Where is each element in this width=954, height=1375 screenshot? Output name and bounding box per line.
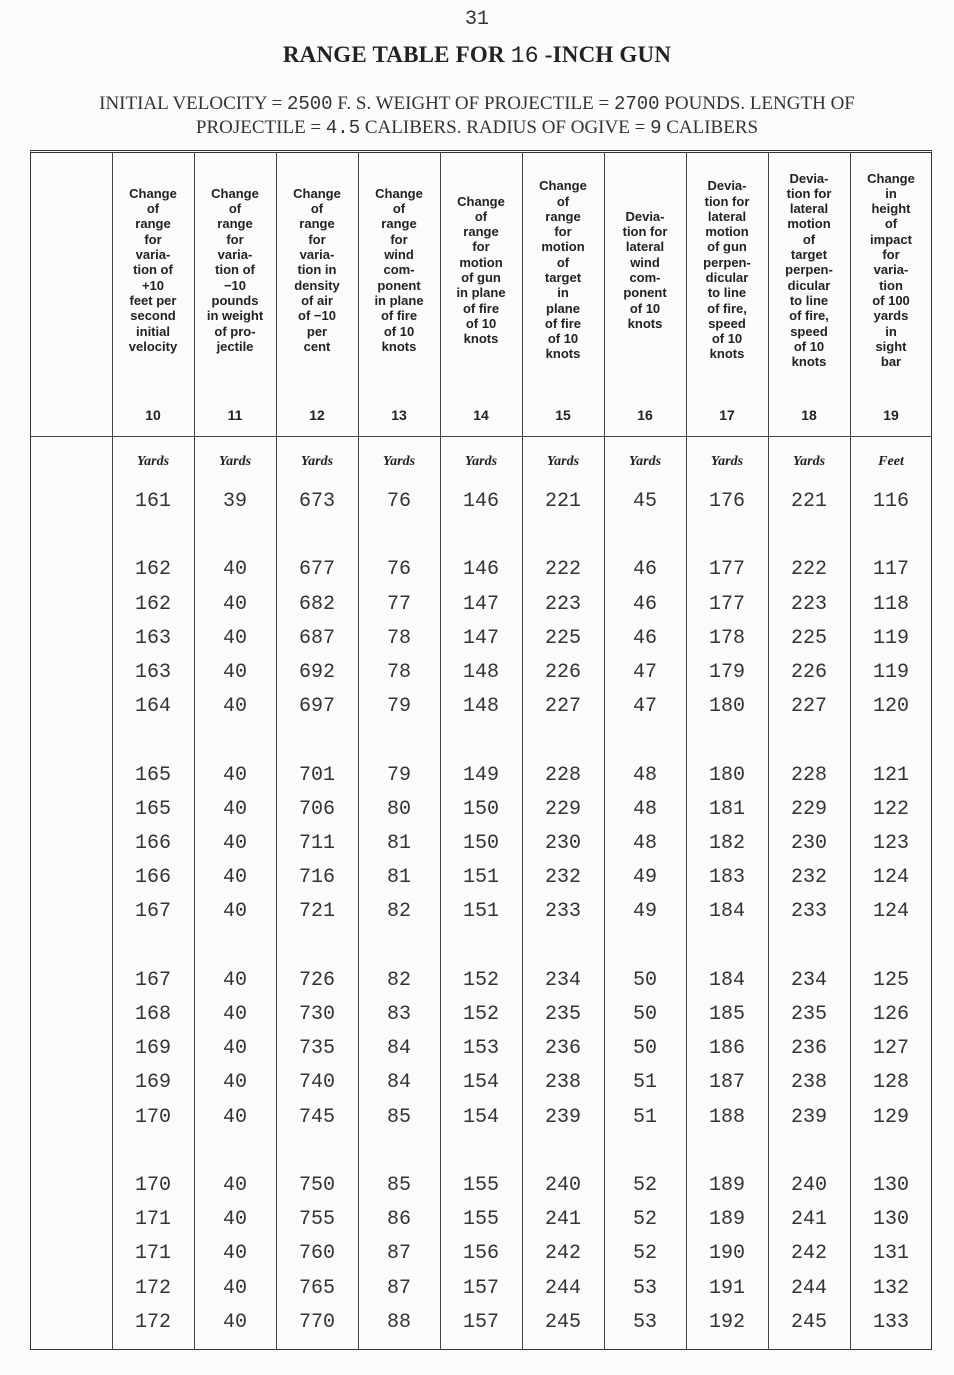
table-cell: 169 [134,1071,171,1095]
table-cell: 245 [790,1310,827,1334]
table-cell: 760 [298,1242,335,1266]
table-cell: 76 [386,558,411,582]
projectile-weight: 2700 [613,93,660,115]
table-cell: 46 [632,558,657,582]
table-cell: 126 [872,1003,909,1026]
table-cell: 87 [386,1242,411,1266]
column-unit: Yards [300,454,334,469]
table-cell: 154 [462,1105,499,1129]
table-cell: 166 [134,832,171,855]
table-cell: 180 [708,763,745,787]
table-cell: 186 [708,1037,745,1061]
table-cell: 81 [386,832,411,855]
subtitle-text: PROJECTILE = [195,117,322,138]
table-cell: 50 [632,1037,657,1061]
column-number: 14 [473,407,489,423]
table-cell: 85 [386,1105,411,1129]
table-cell: 235 [544,1003,581,1026]
column-number: 11 [227,407,243,423]
table-cell: 229 [790,797,827,821]
subtitle-text: INITIAL VELOCITY = [99,93,283,114]
table-cell: 81 [386,866,411,890]
table-cell: 234 [544,968,581,992]
table-cell: 223 [790,592,827,616]
table-cell: 163 [134,661,171,684]
table-cell: 227 [544,695,581,719]
table-cell: 40 [222,900,247,924]
table-cell: 146 [462,490,499,513]
projectile-length: 4.5 [325,117,361,139]
table-cell: 170 [134,1174,171,1197]
column-number: 15 [555,407,571,423]
table-cell: 152 [462,1003,499,1026]
table-cell: 165 [134,763,171,787]
table-cell: 221 [790,490,827,513]
table-cell: 130 [872,1208,909,1232]
table-cell: 40 [222,1310,247,1334]
table-cell: 228 [790,763,827,787]
table-cell: 191 [708,1276,745,1300]
column-header: Change of range for wind com- ponent in plane of fire of 10 knots [374,185,424,354]
table-cell: 82 [386,900,411,924]
table-cell: 228 [544,763,581,787]
table-cell: 226 [544,661,581,684]
table-cell: 730 [298,1003,335,1026]
table-cell: 185 [708,1003,745,1026]
table-cell: 131 [872,1242,909,1266]
column-header: Devia- tion for lateral motion of gun perpen- dicular to line of fire, speed of 10 knots [703,178,751,362]
table-cell: 79 [386,763,411,787]
table-cell: 50 [632,968,657,992]
table-cell: 51 [632,1071,657,1095]
table-cell: 172 [134,1276,171,1300]
table-cell: 222 [790,558,827,582]
table-cell: 171 [134,1208,171,1232]
table-cell: 46 [632,592,657,616]
table-cell: 77 [386,592,411,616]
table-cell: 78 [386,661,411,684]
table-cell: 148 [462,661,499,684]
table-cell: 673 [298,490,335,513]
table-cell: 161 [134,490,171,513]
table-cell: 164 [134,695,171,719]
table-cell: 179 [708,661,745,684]
table-cell: 233 [544,900,581,924]
table-cell: 157 [462,1276,499,1300]
table-cell: 225 [544,626,581,650]
column-number: 10 [145,407,161,423]
table-cell: 48 [632,832,657,855]
table-cell: 87 [386,1276,411,1300]
table-cell: 150 [462,832,499,855]
table-cell: 244 [544,1276,581,1300]
table-cell: 40 [222,763,247,787]
table-cell: 40 [222,1174,247,1197]
table-cell: 225 [790,626,827,650]
table-cell: 171 [134,1242,171,1266]
table-cell: 178 [708,626,745,650]
table-cell: 45 [632,490,657,513]
table-cell: 235 [790,1003,827,1026]
table-cell: 711 [298,832,335,855]
table-cell: 184 [708,900,745,924]
table-cell: 52 [632,1242,657,1266]
column-header: Change of range for varia- tion in density of air of −10 per cent [293,185,341,354]
table-cell: 242 [544,1242,581,1266]
table-cell: 76 [386,490,411,513]
subtitle-text: CALIBERS [666,117,759,138]
column-header: Change of range for motion of gun in plane of fire of 10 knots [456,193,506,347]
table-cell: 40 [222,797,247,821]
table-cell: 46 [632,626,657,650]
table-cell: 238 [790,1071,827,1095]
table-cell: 223 [544,592,581,616]
table-cell: 184 [708,968,745,992]
page-title [0,42,954,69]
table-cell: 130 [872,1174,909,1197]
table-cell: 236 [544,1037,581,1061]
title-caliber: 16 [510,43,539,69]
table-cell: 117 [872,558,909,582]
header-divider [30,436,932,437]
table-cell: 47 [632,695,657,719]
table-cell: 240 [544,1174,581,1197]
table-cell: 78 [386,626,411,650]
table-cell: 146 [462,558,499,582]
table-cell: 83 [386,1003,411,1026]
table-cell: 221 [544,490,581,513]
table-cell: 121 [872,763,909,787]
column-unit: Yards [464,454,498,469]
table-cell: 152 [462,968,499,992]
table-cell: 118 [872,592,909,616]
column-unit: Yards [136,454,170,469]
table-cell: 49 [632,900,657,924]
table-cell: 40 [222,626,247,650]
column-number: 19 [883,407,899,423]
table-cell: 40 [222,1242,247,1266]
table-cell: 706 [298,797,335,821]
column-header: Devia- tion for lateral wind com- ponent of 10 knots [622,208,668,331]
table-cell: 687 [298,626,335,650]
table-cell: 40 [222,1037,247,1061]
table-cell: 129 [872,1105,909,1129]
initial-velocity: 2500 [286,93,333,115]
table-cell: 682 [298,592,335,616]
table-cell: 190 [708,1242,745,1266]
column-unit: Yards [710,454,744,469]
table-cell: 40 [222,1105,247,1129]
subtitle-text: F. S. WEIGHT OF PROJECTILE = [337,93,610,114]
column-header: Change of range for varia- tion of +10 feet per second initial velocity [128,185,178,354]
table-cell: 120 [872,695,909,719]
table-cell: 233 [790,900,827,924]
table-cell: 236 [790,1037,827,1061]
table-cell: 239 [790,1105,827,1129]
table-cell: 124 [872,866,909,890]
title-prefix: RANGE TABLE FOR [282,42,505,67]
table-cell: 40 [222,592,247,616]
table-cell: 770 [298,1310,335,1334]
table-cell: 39 [222,490,247,513]
table-cell: 40 [222,832,247,855]
table-cell: 40 [222,968,247,992]
table-cell: 86 [386,1208,411,1232]
table-cell: 147 [462,626,499,650]
column-number: 18 [801,407,817,423]
table-cell: 230 [790,832,827,855]
table-cell: 151 [462,900,499,924]
table-cell: 177 [708,592,745,616]
table-cell: 84 [386,1037,411,1061]
column-header: Change of range for varia- tion of −10 pounds in weight of pro- jectile [206,185,264,354]
table-cell: 189 [708,1174,745,1197]
table-cell: 157 [462,1310,499,1334]
table-cell: 230 [544,832,581,855]
table-cell: 149 [462,763,499,787]
table-cell: 163 [134,626,171,650]
table-cell: 245 [544,1310,581,1334]
table-cell: 82 [386,968,411,992]
table-cell: 40 [222,1208,247,1232]
subtitle-text: POUNDS. LENGTH OF [664,93,855,114]
table-cell: 48 [632,763,657,787]
table-cell: 716 [298,866,335,890]
table-cell: 128 [872,1071,909,1095]
table-cell: 40 [222,1003,247,1026]
table-cell: 165 [134,797,171,821]
table-cell: 182 [708,832,745,855]
table-cell: 755 [298,1208,335,1232]
table-cell: 155 [462,1208,499,1232]
table-cell: 147 [462,592,499,616]
column-number: 12 [309,407,325,423]
table-cell: 52 [632,1208,657,1232]
table-cell: 222 [544,558,581,582]
table-cell: 40 [222,661,247,684]
table-cell: 177 [708,558,745,582]
table-cell: 47 [632,661,657,684]
table-cell: 244 [790,1276,827,1300]
table-cell: 167 [134,968,171,992]
table-cell: 238 [544,1071,581,1095]
table-cell: 40 [222,558,247,582]
table-cell: 148 [462,695,499,719]
table-cell: 122 [872,797,909,821]
table-cell: 750 [298,1174,335,1197]
page-number: 31 [464,8,489,31]
table-cell: 232 [544,866,581,890]
table-cell: 85 [386,1174,411,1197]
table-cell: 240 [790,1174,827,1197]
table-cell: 51 [632,1105,657,1129]
table-cell: 188 [708,1105,745,1129]
table-cell: 40 [222,1276,247,1300]
table-cell: 232 [790,866,827,890]
table-cell: 156 [462,1242,499,1266]
table-cell: 172 [134,1310,171,1334]
table-cell: 151 [462,866,499,890]
title-suffix: -INCH GUN [544,42,672,67]
table-cell: 166 [134,866,171,890]
table-cell: 187 [708,1071,745,1095]
column-unit: Yards [218,454,252,469]
table-cell: 88 [386,1310,411,1334]
table-cell: 740 [298,1071,335,1095]
table-cell: 745 [298,1105,335,1129]
column-header: Change in height of impact for varia- tion of 100 yards in sight bar [867,170,915,370]
column-number: 13 [391,407,407,423]
table-cell: 49 [632,866,657,890]
table-cell: 123 [872,832,909,855]
table-cell: 192 [708,1310,745,1334]
column-header: Change of range for motion of target in plane of fire of 10 knots [539,178,587,362]
table-cell: 765 [298,1276,335,1300]
subtitle-line-2 [0,116,954,140]
table-cell: 726 [298,968,335,992]
column-number: 16 [637,407,653,423]
ogive-radius: 9 [650,117,662,139]
table-cell: 125 [872,968,909,992]
table-cell: 48 [632,797,657,821]
table-cell: 176 [708,490,745,513]
column-unit: Yards [546,454,580,469]
column-unit: Yards [628,454,662,469]
table-cell: 234 [790,968,827,992]
column-header: Devia- tion for lateral motion of target perpen- dicular to line of fire, speed of 10 knots [785,170,833,370]
table-cell: 169 [134,1037,171,1061]
table-cell: 124 [872,900,909,924]
column-number: 17 [719,407,735,423]
table-cell: 180 [708,695,745,719]
table-cell: 735 [298,1037,335,1061]
table-cell: 227 [790,695,827,719]
table-cell: 153 [462,1037,499,1061]
table-cell: 721 [298,900,335,924]
column-unit: Feet [878,454,904,469]
table-cell: 53 [632,1310,657,1334]
table-cell: 154 [462,1071,499,1095]
table-cell: 239 [544,1105,581,1129]
column-unit: Yards [792,454,826,469]
table-cell: 677 [298,558,335,582]
table-cell: 40 [222,695,247,719]
table-cell: 52 [632,1174,657,1197]
table-cell: 132 [872,1276,909,1300]
table-cell: 127 [872,1037,909,1061]
table-cell: 168 [134,1003,171,1026]
table-cell: 162 [134,558,171,582]
subtitle-line-1 [0,92,954,116]
table-cell: 79 [386,695,411,719]
column-unit: Yards [382,454,416,469]
table-cell: 241 [790,1208,827,1232]
table-cell: 189 [708,1208,745,1232]
table-cell: 241 [544,1208,581,1232]
table-cell: 692 [298,661,335,684]
table-cell: 80 [386,797,411,821]
table-cell: 40 [222,866,247,890]
table-cell: 183 [708,866,745,890]
subtitle-text: CALIBERS. RADIUS OF OGIVE = [364,117,646,138]
table-cell: 84 [386,1071,411,1095]
table-cell: 119 [872,626,909,650]
table-cell: 701 [298,763,335,787]
table-cell: 181 [708,797,745,821]
table-cell: 150 [462,797,499,821]
table-cell: 167 [134,900,171,924]
table-cell: 229 [544,797,581,821]
table-cell: 50 [632,1003,657,1026]
table-cell: 697 [298,695,335,719]
table-cell: 40 [222,1071,247,1095]
table-cell: 162 [134,592,171,616]
table-cell: 170 [134,1105,171,1129]
table-cell: 53 [632,1276,657,1300]
table-cell: 242 [790,1242,827,1266]
table-cell: 116 [872,490,909,513]
table-cell: 119 [872,661,909,684]
table-cell: 133 [872,1310,909,1334]
table-cell: 155 [462,1174,499,1197]
table-cell: 226 [790,661,827,684]
